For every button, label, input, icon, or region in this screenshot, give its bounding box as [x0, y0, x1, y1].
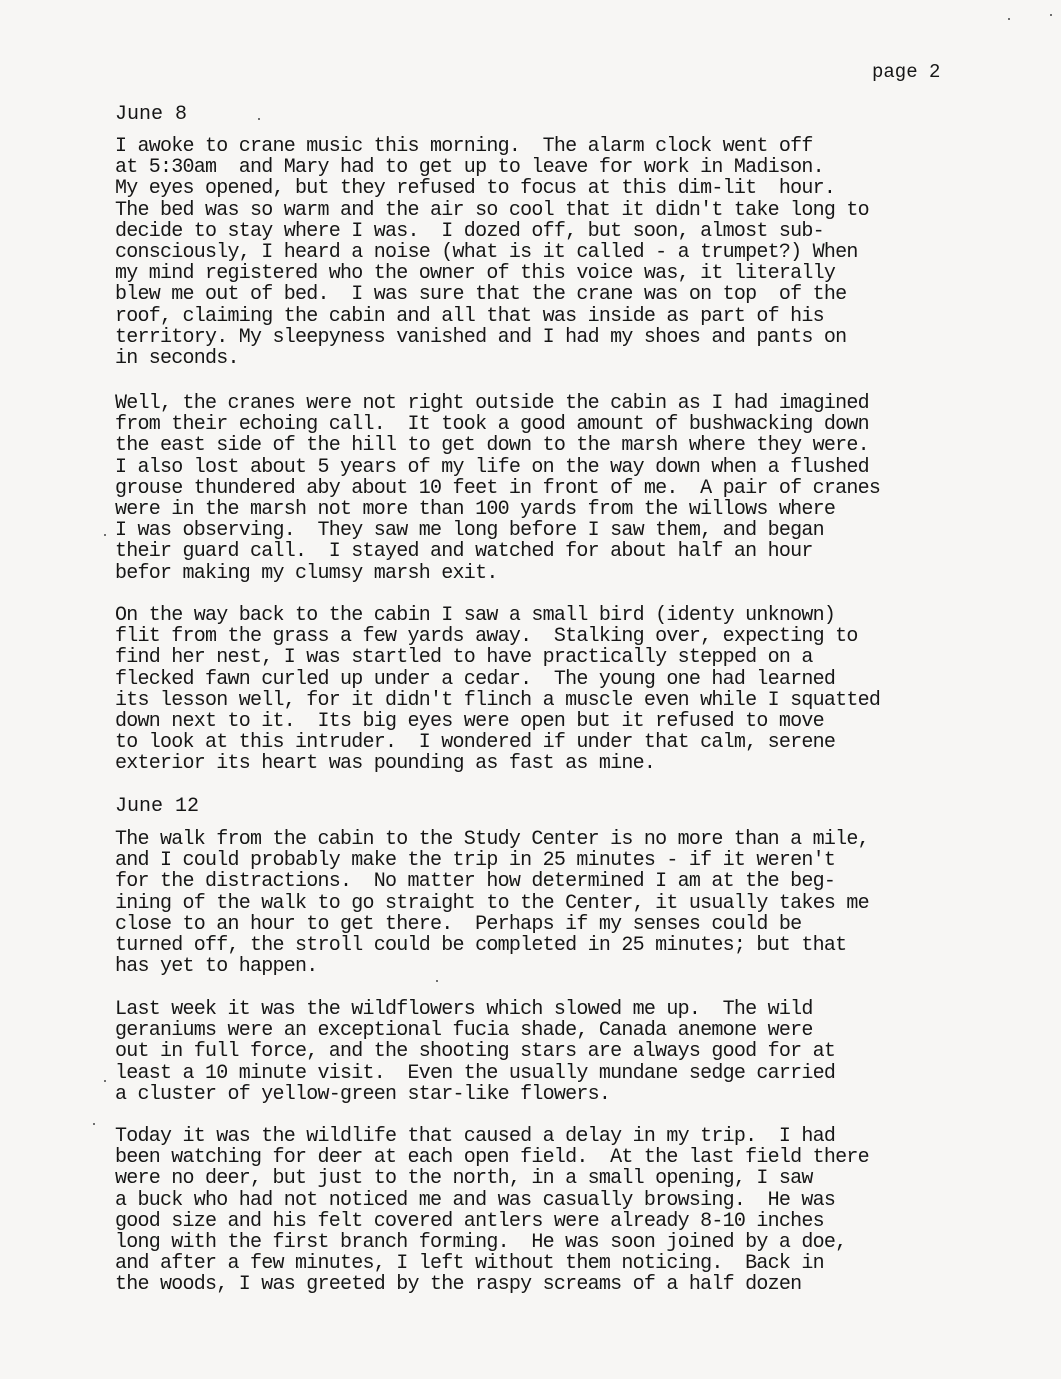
text-line: exterior its heart was pounding as fast as mine. [115, 752, 656, 776]
text-line: geraniums were an exceptional fucia shade, Canada anemone were [115, 1019, 813, 1043]
text-line: close to an hour to get there. Perhaps if my senses could be [115, 912, 802, 936]
text-line: to look at this intruder. I wondered if under that calm, serene [115, 731, 836, 755]
text-line: were in the marsh not more than 100 yards from the willows where [115, 498, 836, 522]
paragraph-wildlife [115, 1126, 869, 1296]
text-line: out in full force, and the shooting stars are always good for at [115, 1040, 836, 1064]
text-line: turned off, the stroll could be completed in 25 minutes; but that [115, 934, 847, 958]
text-line: its lesson well, for it didn't flinch a muscle even while I squatted [115, 688, 881, 712]
text-line: down next to it. Its big eyes were open but it refused to move [115, 710, 824, 734]
text-line: consciously, I heard a noise (what is it called - a trumpet?) When [115, 241, 858, 265]
paragraph-fawn [115, 605, 880, 775]
text-line: a buck who had not noticed me and was casually browsing. He was [115, 1188, 836, 1212]
text-line: blew me out of bed. I was sure that the crane was on top of the [115, 283, 847, 307]
stray-mark [1008, 18, 1010, 20]
text-line: has yet to happen. [115, 955, 318, 979]
text-line: decide to stay where I was. I dozed off, but soon, almost sub- [115, 219, 824, 243]
text-line: the woods, I was greeted by the raspy screams of a half dozen [115, 1273, 802, 1297]
text-line: their guard call. I stayed and watched for about half an hour [115, 540, 813, 564]
text-line: from their echoing call. It took a good amount of bushwacking down [115, 413, 869, 437]
text-line: I also lost about 5 years of my life on the way down when a flushed [115, 455, 869, 479]
entry-date-june-8: June 8 [115, 103, 188, 126]
text-line: a cluster of yellow-green star-like flowers. [115, 1082, 611, 1106]
text-line: roof, claiming the cabin and all that was inside as part of his [115, 304, 824, 328]
text-line: grouse thundered aby about 10 feet in front of me. A pair of cranes [115, 476, 881, 500]
paragraph-walk-to-study-center [115, 829, 869, 977]
paragraph-crane-music [115, 136, 869, 369]
paragraph-cranes-marsh [115, 393, 880, 584]
text-line: long with the first branch forming. He was soon joined by a doe, [115, 1231, 847, 1255]
stray-mark [436, 980, 438, 982]
text-line: befor making my clumsy marsh exit. [115, 561, 498, 585]
text-line: The walk from the cabin to the Study Center is no more than a mile, [115, 828, 869, 851]
entry-date-june-12: June 12 [115, 795, 200, 818]
stray-mark [104, 534, 106, 536]
text-line: Well, the cranes were not right outside the cabin as I had imagined [115, 392, 869, 415]
text-line: territory. My sleepyness vanished and I had my shoes and pants on [115, 325, 847, 349]
text-line: flecked fawn curled up under a cedar. The young one had learned [115, 667, 836, 691]
stray-mark [93, 1123, 95, 1125]
text-line: the east side of the hill to get down to the marsh where they were. [115, 434, 869, 458]
text-line: good size and his felt covered antlers were already 8-10 inches [115, 1209, 824, 1233]
text-line: and I could probably make the trip in 25 minutes - if it weren't [115, 849, 836, 873]
text-line: for the distractions. No matter how determined I am at the beg- [115, 870, 836, 894]
text-line: in seconds. [115, 347, 239, 371]
page-number: page 2 [872, 61, 941, 83]
text-line: ining of the walk to go straight to the Center, it usually takes me [115, 891, 869, 915]
text-line: and after a few minutes, I left without them noticing. Back in [115, 1252, 824, 1276]
stray-mark [258, 118, 260, 120]
text-line: my mind registered who the owner of this voice was, it literally [115, 262, 836, 286]
text-line: were no deer, but just to the north, in a small opening, I saw [115, 1167, 813, 1191]
text-line: at 5:30am and Mary had to get up to leave for work in Madison. [115, 156, 824, 180]
stray-mark [1050, 14, 1052, 16]
text-line: been watching for deer at each open field. At the last field there [115, 1146, 869, 1170]
text-line: The bed was so warm and the air so cool that it didn't take long to [115, 198, 869, 222]
text-line: least a 10 minute visit. Even the usually mundane sedge carried [115, 1061, 836, 1085]
text-line: On the way back to the cabin I saw a small bird (identy unknown) [115, 604, 836, 627]
text-line: Last week it was the wildflowers which slowed me up. The wild [115, 998, 813, 1021]
stray-mark [104, 1080, 106, 1082]
paragraph-wildflowers [115, 999, 835, 1105]
text-line: flit from the grass a few yards away. Stalking over, expecting to [115, 625, 858, 649]
text-line: My eyes opened, but they refused to focus at this dim-lit hour. [115, 177, 836, 201]
text-line: find her nest, I was startled to have practically stepped on a [115, 646, 813, 670]
text-line: I awoke to crane music this morning. The alarm clock went off [115, 135, 813, 158]
text-line: I was observing. They saw me long before I saw them, and began [115, 519, 824, 543]
text-line: Today it was the wildlife that caused a delay in my trip. I had [115, 1125, 836, 1148]
